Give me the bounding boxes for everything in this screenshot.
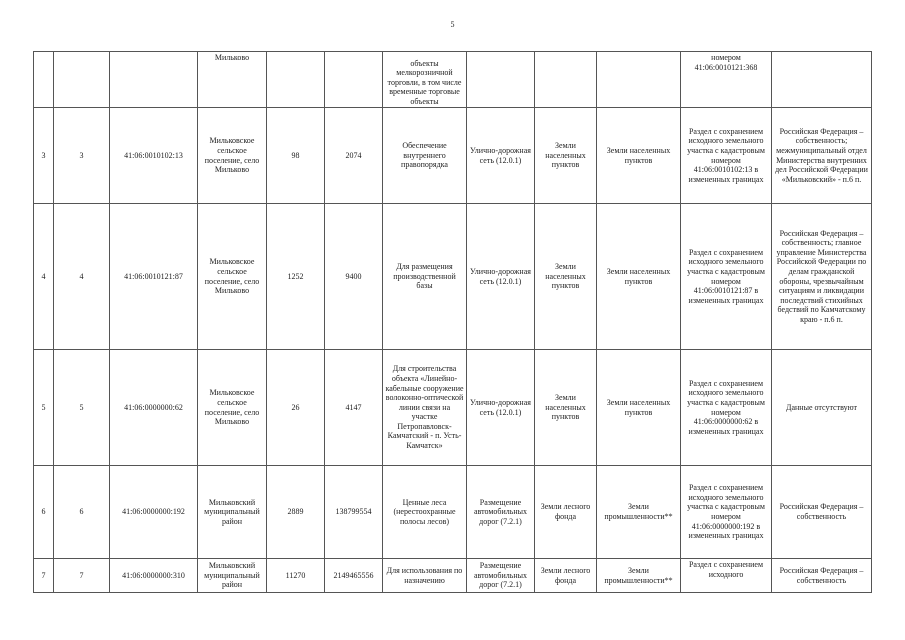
plot-location: Мильковский муниципальный район [198, 559, 267, 593]
formation-method: Раздел с сохранением исходного земельного участка с кадастровым номером 41:06:0010102:13 в измененных границах [681, 108, 772, 204]
land-category-new: Земли населенных пунктов [597, 108, 681, 204]
table-row [34, 350, 872, 466]
cadastral-cost: 2074 [325, 108, 383, 204]
plot-number: 6 [54, 466, 110, 559]
permitted-use-code: Размещение автомобильных дорог (7.2.1) [467, 559, 535, 593]
plot-area: 26 [267, 350, 325, 466]
cadastral-cost [325, 52, 383, 108]
permitted-use-code: Улично-дорожная сеть (12.0.1) [467, 204, 535, 350]
land-category: Земли лесного фонда [535, 466, 597, 559]
land-category [535, 52, 597, 108]
rights-holder: Данные отсутствуют [772, 350, 872, 466]
plot-location: Мильковское сельское поселение, село Мильково [198, 108, 267, 204]
row-number: 4 [34, 204, 54, 350]
land-category-new [597, 52, 681, 108]
permitted-use-code [467, 52, 535, 108]
table-row [34, 559, 872, 593]
plot-number: 3 [54, 108, 110, 204]
permitted-use: Для строительства объекта «Линейно-кабельные сооружение волоконно-оптической линии связи на участке Петропавловск-Камчатский - п. Усть-Камчатск» [383, 350, 467, 466]
land-category: Земли населенных пунктов [535, 204, 597, 350]
rights-holder: Российская Федерация – собственность [772, 559, 872, 593]
table-row [34, 204, 872, 350]
land-category-new: Земли промышленности** [597, 559, 681, 593]
table-row [34, 52, 872, 108]
cadastral-number: 41:06:0000000:192 [110, 466, 198, 559]
formation-method: номером 41:06:0010121:368 [681, 52, 772, 108]
plot-area [267, 52, 325, 108]
rights-holder: Российская Федерация – собственность [772, 466, 872, 559]
permitted-use: Для размещения производственной базы [383, 204, 467, 350]
formation-method: Раздел с сохранением исходного земельного участка с кадастровым номером 41:06:0010121:87 в измененных границах [681, 204, 772, 350]
plot-location: Мильковский муниципальный район [198, 466, 267, 559]
table-row [34, 108, 872, 204]
plot-location: Мильковское сельское поселение, село Мильково [198, 350, 267, 466]
plot-number: 5 [54, 350, 110, 466]
permitted-use-code: Размещение автомобильных дорог (7.2.1) [467, 466, 535, 559]
page-number: 5 [450, 20, 455, 29]
cadastral-number: 41:06:0010121:87 [110, 204, 198, 350]
plot-location: Мильково [198, 52, 267, 108]
cadastral-cost: 2149465556 [325, 559, 383, 593]
plot-area: 1252 [267, 204, 325, 350]
cadastral-cost: 9400 [325, 204, 383, 350]
land-category-new: Земли промышленности** [597, 466, 681, 559]
formation-method: Раздел с сохранением исходного земельного участка с кадастровым номером 41:06:0000000:192 в измененных границах [681, 466, 772, 559]
cadastral-number [110, 52, 198, 108]
plot-number: 4 [54, 204, 110, 350]
land-category: Земли населенных пунктов [535, 350, 597, 466]
row-number [34, 52, 54, 108]
cadastral-cost: 138799554 [325, 466, 383, 559]
formation-method: Раздел с сохранением исходного земельного участка с кадастровым номером 41:06:0000000:62 в измененных границах [681, 350, 772, 466]
rights-holder: Российская Федерация – собственность; главное управление Министерства Российской Федерации по делам гражданской обороны, чрезвычайным ситуациям и ликвидации последствий стихийных бедствий по Камчатскому краю - п.6 п. [772, 204, 872, 350]
cadastral-number: 41:06:0010102:13 [110, 108, 198, 204]
plot-area: 11270 [267, 559, 325, 593]
plot-number: 7 [54, 559, 110, 593]
rights-holder [772, 52, 872, 108]
row-number: 5 [34, 350, 54, 466]
land-category: Земли населенных пунктов [535, 108, 597, 204]
cadastral-cost: 4147 [325, 350, 383, 466]
plot-number [54, 52, 110, 108]
land-category-new: Земли населенных пунктов [597, 204, 681, 350]
row-number: 6 [34, 466, 54, 559]
cadastral-number: 41:06:0000000:310 [110, 559, 198, 593]
permitted-use: Обеспечение внутреннего правопорядка [383, 108, 467, 204]
plot-location: Мильковское сельское поселение, село Мильково [198, 204, 267, 350]
permitted-use: объекты мелкорозничной торговли, в том числе временные торговые объекты [387, 58, 462, 106]
permitted-use-code: Улично-дорожная сеть (12.0.1) [467, 350, 535, 466]
table-row [34, 466, 872, 559]
permitted-use: Ценные леса (нерестоохранные полосы лесов) [383, 466, 467, 559]
rights-holder: Российская Федерация – собственность; межмуниципальный отдел Министерства внутренних дел Российской Федерации «Мильковский» - п.6 п. [772, 108, 872, 204]
land-category-new: Земли населенных пунктов [597, 350, 681, 466]
land-category: Земли лесного фонда [535, 559, 597, 593]
row-number: 3 [34, 108, 54, 204]
plot-area: 2889 [267, 466, 325, 559]
row-number: 7 [34, 559, 54, 593]
permitted-use-code: Улично-дорожная сеть (12.0.1) [467, 108, 535, 204]
plot-area: 98 [267, 108, 325, 204]
cadastral-number: 41:06:0000000:62 [110, 350, 198, 466]
land-plots-table [33, 51, 872, 593]
formation-method: Раздел с сохранением исходного [681, 559, 772, 593]
permitted-use: Для использования по назначению [383, 559, 467, 593]
